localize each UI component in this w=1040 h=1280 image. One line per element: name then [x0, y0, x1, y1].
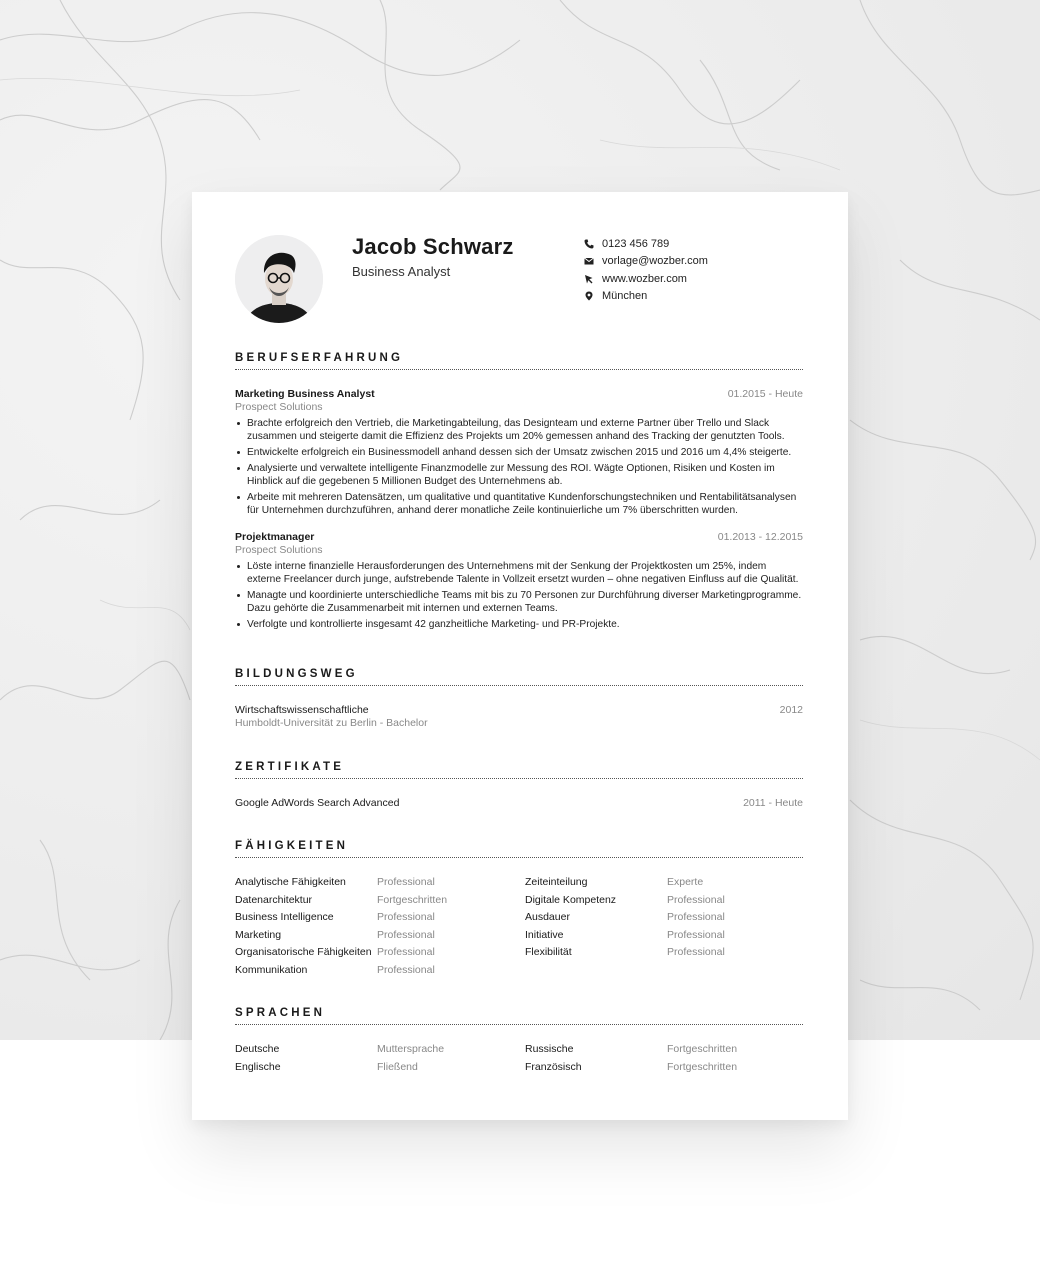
- person-illustration: [235, 235, 323, 323]
- skill-level: Professional: [667, 911, 725, 923]
- grid-spacer: [525, 962, 667, 980]
- bullet-item: Analysierte und verwaltete intelligente Finanzmodelle zur Messung des ROI. Wägte Optionen, Risiken und Kosten im Hinblick auf die gegebenen 5 Millionen Budget des Unternehmens ab.: [235, 462, 803, 488]
- contact-location-text: München: [602, 290, 648, 303]
- language-level: Muttersprache: [377, 1043, 445, 1055]
- contact-phone-text: 0123 456 789: [602, 237, 670, 250]
- bullet-item: Arbeite mit mehreren Datensätzen, um qualitative und quantitative Kundenforschungstechniken und Rentabilitätsanalysen für Unternehmen durchzuführen, anhand derer monatliche Zeile kontinuierliche um 7% überschritten wurden.: [235, 491, 803, 517]
- job-title: Marketing Business Analyst: [235, 388, 375, 400]
- job-bullets: [235, 417, 803, 517]
- language-level: Fließend: [377, 1060, 418, 1073]
- bullet-item: Brachte erfolgreich den Vertrieb, die Marketingabteilung, das Designteam und externe Partner über Trello und Slack zusammen und steigerte damit die Effizienz des Projekts um 20% gemessen anhand des Tracking der genutzten Tools.: [235, 417, 803, 443]
- school-name: Humboldt-Universität zu Berlin - Bachelor: [235, 717, 428, 729]
- education-section: [235, 668, 803, 730]
- skill-name: Organisatorische Fähigkeiten: [235, 946, 372, 958]
- experience-section: [235, 352, 803, 634]
- certificate-entry: [235, 797, 803, 810]
- contact-website-text: www.wozber.com: [602, 272, 687, 285]
- contact-location: [584, 288, 708, 306]
- contact-website: [584, 270, 708, 288]
- candidate-name: Jacob Schwarz: [352, 234, 514, 259]
- contact-email-text: vorlage@wozber.com: [602, 255, 708, 268]
- skill-name: Analytische Fähigkeiten: [235, 876, 346, 888]
- language-name: Französisch: [525, 1060, 582, 1073]
- bullet-item: Managte und koordinierte unterschiedliche Teams mit bis zu 70 Personen zur Durchführung diverser Marketingprogramme. Dazu gehörte die Zusammenarbeit mit internen und externen Teams.: [235, 589, 803, 615]
- skill-name: Datenarchitektur: [235, 893, 313, 906]
- job-entry: [235, 531, 803, 631]
- skills-section: [235, 840, 803, 979]
- certificate-name: Google AdWords Search Advanced: [235, 797, 400, 809]
- job-date: 01.2013 - 12.2015: [717, 531, 803, 544]
- language-name: Deutsche: [235, 1043, 280, 1055]
- skill-level: Professional: [377, 946, 435, 958]
- skill-level: Professional: [667, 928, 725, 941]
- certificate-date: 2011 - Heute: [743, 797, 803, 809]
- job-date: 01.2015 - Heute: [727, 388, 803, 400]
- skill-level: Professional: [667, 946, 725, 958]
- job-company: Prospect Solutions: [235, 401, 323, 413]
- skill-level: Professional: [377, 911, 435, 923]
- skill-name: Kommunikation: [235, 963, 308, 976]
- skill-name: Zeiteinteilung: [525, 876, 588, 888]
- skill-level: Professional: [377, 876, 435, 888]
- job-bullets: [235, 560, 803, 631]
- phone-icon: [584, 238, 602, 250]
- experience-heading: BERUFSERFAHRUNG: [235, 352, 803, 370]
- bullet-item: Entwickelte erfolgreich ein Businessmodell anhand dessen sich der Umsatz zwischen 2015 und 2016 um 4,4% steigerte.: [235, 446, 803, 459]
- email-icon: [584, 255, 602, 267]
- skill-name: Marketing: [235, 928, 282, 941]
- location-pin-icon: [584, 290, 602, 302]
- skill-level: Fortgeschritten: [377, 893, 448, 906]
- contact-list: [584, 235, 708, 305]
- skill-name: Digitale Kompetenz: [525, 893, 617, 906]
- profile-photo: [235, 235, 323, 323]
- cursor-icon: [584, 273, 602, 285]
- bullet-item: Verfolgte und kontrollierte insgesamt 42 ganzheitliche Marketing- und PR-Projekte.: [235, 618, 803, 631]
- skill-level: Professional: [377, 928, 435, 941]
- certificates-heading: ZERTIFIKATE: [235, 761, 803, 779]
- education-entry: [235, 704, 803, 730]
- resume-page: [192, 192, 848, 1120]
- language-name: Russische: [525, 1043, 574, 1055]
- languages-heading: SPRACHEN: [235, 1007, 803, 1025]
- candidate-title: Business Analyst: [352, 264, 451, 279]
- language-level: Fortgeschritten: [667, 1060, 738, 1073]
- skills-grid: [235, 874, 803, 979]
- languages-grid: [235, 1041, 803, 1076]
- language-level: Fortgeschritten: [667, 1043, 738, 1055]
- skill-name: Business Intelligence: [235, 911, 334, 923]
- bullet-item: Löste interne finanzielle Herausforderungen des Unternehmens mit der Senkung der Projektkosten um 25%, indem externe Freelancer durch junge, aufstrebende Talente in Vollzeit ersetzt wurden – ohne negativen Einfluss auf die Qualität.: [235, 560, 803, 586]
- language-name: Englische: [235, 1060, 281, 1073]
- job-title: Projektmanager: [235, 531, 315, 544]
- skill-name: Flexibilität: [525, 946, 572, 958]
- degree-name: Wirtschaftswissenschaftliche: [235, 704, 369, 716]
- certificates-section: [235, 761, 803, 810]
- education-heading: BILDUNGSWEG: [235, 668, 803, 686]
- skills-heading: FÄHIGKEITEN: [235, 840, 803, 858]
- skill-name: Initiative: [525, 928, 564, 941]
- languages-section: [235, 1007, 803, 1076]
- education-year: 2012: [779, 704, 803, 716]
- job-company: Prospect Solutions: [235, 544, 323, 557]
- skill-level: Professional: [377, 963, 435, 976]
- grid-spacer: [667, 962, 803, 980]
- contact-email: [584, 253, 708, 271]
- skill-level: Experte: [667, 876, 704, 888]
- skill-level: Professional: [667, 893, 725, 906]
- skill-name: Ausdauer: [525, 911, 570, 923]
- job-entry: [235, 388, 803, 517]
- contact-phone: [584, 235, 708, 253]
